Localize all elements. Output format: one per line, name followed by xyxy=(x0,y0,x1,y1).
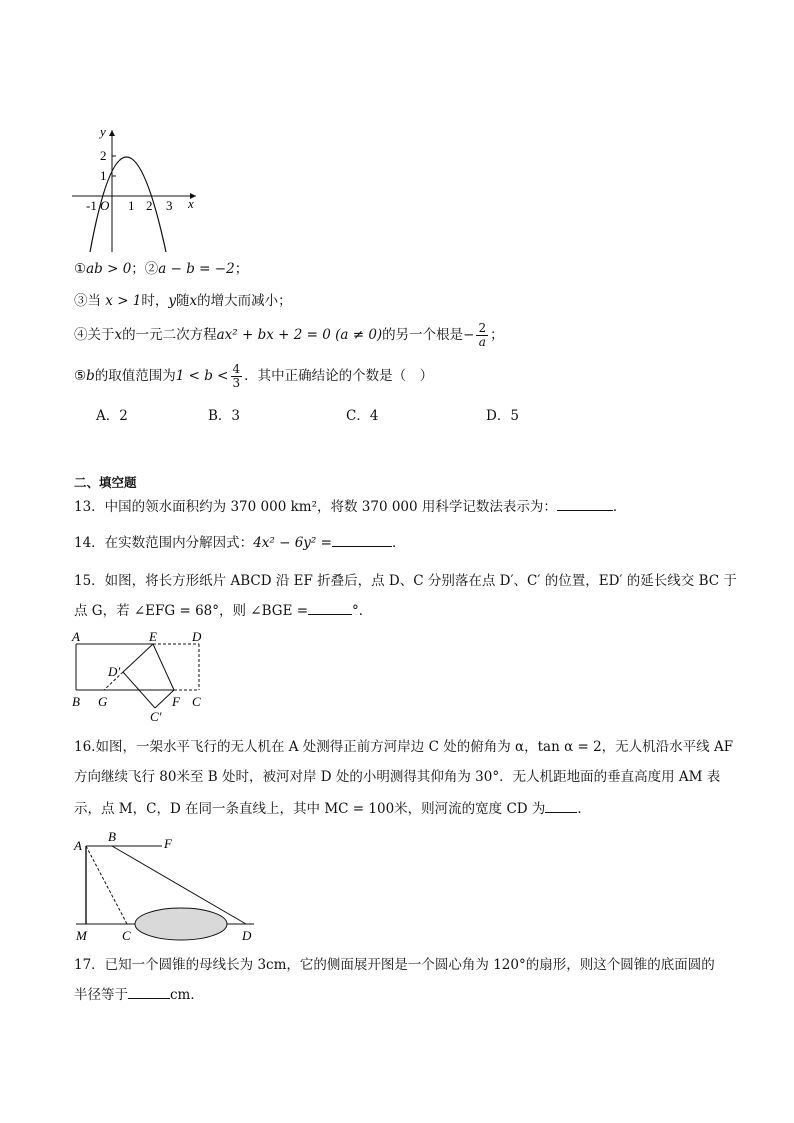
option-c[interactable]: C．4 xyxy=(346,408,379,424)
q15-answer-blank[interactable] xyxy=(308,602,352,615)
option-b[interactable]: B．3 xyxy=(208,408,241,424)
y-tick-label-2: 2 xyxy=(100,148,107,163)
label-B: B xyxy=(72,694,80,709)
q15-line-1: 15．如图，将长方形纸片 ABCD 沿 EF 折叠后，点 D、C 分别落在点 D′、C′ 的位置，ED′ 的延长线交 BC 于 xyxy=(74,573,737,589)
fold-EF xyxy=(153,644,174,690)
label-G: G xyxy=(98,694,108,709)
q12-statement-3: ③当 x > 1时，y随x的增大而减小； xyxy=(74,293,292,309)
x-tick-label-1: 1 xyxy=(128,198,135,213)
sight-AC-dashed xyxy=(86,846,127,924)
label-D: D xyxy=(192,629,202,644)
x-tick-label-neg1: -1 xyxy=(86,198,97,213)
q15-line-2: 点 G，若 ∠EFG = 68°，则 ∠BGE = °． xyxy=(74,603,373,619)
label-M: M xyxy=(76,928,87,943)
parabola-graph xyxy=(70,124,205,256)
q14-answer-blank[interactable] xyxy=(332,534,392,547)
edge-ED1 xyxy=(123,644,153,672)
q17-line-2: 半径等于 cm． xyxy=(74,987,204,1003)
y-tick-label-1: 1 xyxy=(100,168,107,183)
label-F: F xyxy=(172,694,180,709)
q16-drone-figure xyxy=(70,826,265,946)
label-A: A xyxy=(74,838,82,853)
q14: 14．在实数范围内分解因式：4x² − 6y² = ． xyxy=(74,535,406,551)
label-C1: C′ xyxy=(150,709,162,724)
q13-answer-blank[interactable] xyxy=(557,498,613,511)
fraction-4-over-3: $\frac{4}{3}$ xyxy=(232,362,241,390)
q12-statement-4: ④关于x的一元二次方程ax² + bx + 2 = 0 (a ≠ 0)的另一个根是− $\frac{2}{a}$ ； xyxy=(74,321,504,349)
x-tick-label-2: 2 xyxy=(146,198,153,213)
x-axis-label: x xyxy=(188,196,194,211)
y-axis-label: y xyxy=(100,124,106,139)
x-tick-label-3: 3 xyxy=(166,198,173,213)
label-F: F xyxy=(164,836,172,851)
q12-statement-1-2: ①ab > 0；②a − b = −2； xyxy=(74,261,249,277)
origin-label: O xyxy=(100,198,110,213)
section-title-fill-blank: 二、填空题 xyxy=(74,475,137,490)
q17-answer-blank[interactable] xyxy=(128,986,170,999)
q16-line-2: 方向继续飞行 80米至 B 处时，被河对岸 D 处的小明测得其仰角为 30°．无人机距地面的垂直高度用 AM 表 xyxy=(74,769,721,785)
label-E: E xyxy=(149,629,157,644)
q15-fold-figure xyxy=(70,628,215,724)
q16-answer-blank[interactable] xyxy=(545,800,577,813)
option-a[interactable]: A．2 xyxy=(96,408,128,424)
label-B: B xyxy=(108,829,116,844)
q17-line-1: 17．已知一个圆锥的母线长为 3cm，它的侧面展开图是一个圆心角为 120°的扇形，则这个圆锥的底面圆的 xyxy=(74,957,715,973)
label-D: D xyxy=(242,928,252,943)
fraction-2-over-a: $\frac{2}{a}$ xyxy=(478,321,487,349)
q16-line-3: 示，点 M，C，D 在同一条直线上，其中 MC = 100米，则河流的宽度 CD 为 ． xyxy=(74,801,591,817)
label-D1: D′ xyxy=(108,664,121,679)
label-A: A xyxy=(72,629,80,644)
label-C: C xyxy=(122,928,131,943)
q13: 13．中国的领水面积约为 370 000 km²，将数 370 000 用科学记数法表示为： ． xyxy=(74,499,627,515)
river xyxy=(135,908,227,940)
label-C: C xyxy=(192,694,201,709)
option-d[interactable]: D．5 xyxy=(486,408,519,424)
q12-statement-5: ⑤b的取值范围为1 < b < $\frac{4}{3}$ ．其中正确结论的个数是（ ） xyxy=(74,362,434,390)
q16-line-1: 16.如图，一架水平飞行的无人机在 A 处测得正前方河岸边 C 处的俯角为 α，tan α = 2，无人机沿水平线 AF xyxy=(74,739,734,755)
